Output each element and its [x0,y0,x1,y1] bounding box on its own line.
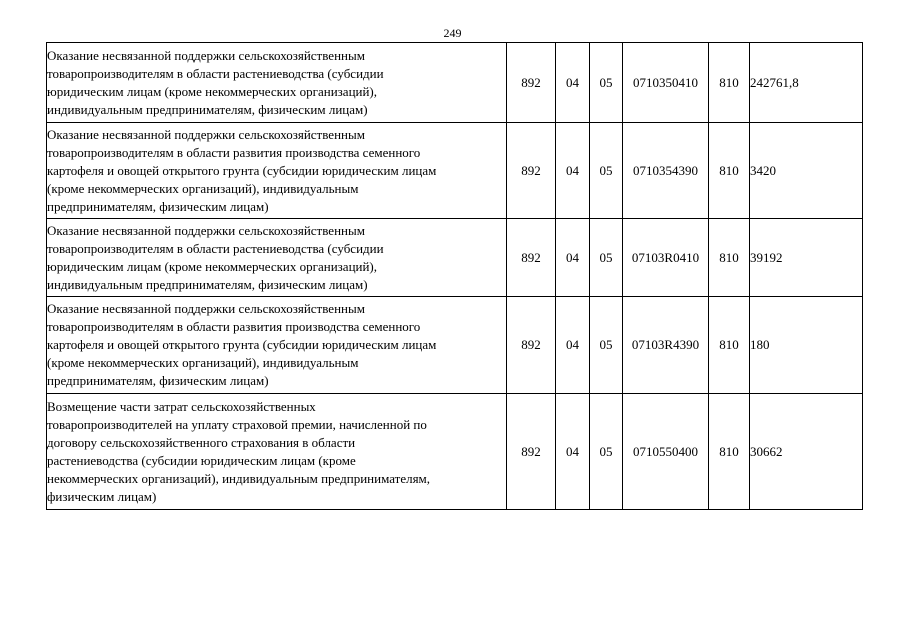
table-row [47,43,863,123]
table-row [47,297,863,394]
ministry-code: 892 [507,43,556,123]
section-code: 04 [556,219,590,297]
section-code: 04 [556,43,590,123]
section-code: 04 [556,123,590,219]
ministry-code: 892 [507,394,556,510]
section-code: 04 [556,297,590,394]
table-row [47,123,863,219]
amount-value: 30662 [750,394,863,510]
expense-type-code: 810 [709,43,750,123]
row-description: Оказание несвязанной поддержки сельскохозяйственным товаропроизводителям в области растениеводства (субсидии юридическим лицам (кроме некоммерческих организаций), индивидуальным предпринимателям, физическим лицам) [47,43,507,123]
target-article-code: 0710354390 [623,123,709,219]
page-number: 249 [443,26,462,40]
ministry-code: 892 [507,297,556,394]
row-description: Возмещение части затрат сельскохозяйственных товаропроизводителей на уплату страховой премии, начисленной по договору сельскохозяйственного страхования в области растениеводства (субсидии юридическим лицам (кроме некоммерческих организаций), индивидуальным предпринимателям, физическим лицам) [47,394,507,510]
target-article-code: 07103R4390 [623,297,709,394]
target-article-code: 0710550400 [623,394,709,510]
subsection-code: 05 [590,43,623,123]
row-description: Оказание несвязанной поддержки сельскохозяйственным товаропроизводителям в области развития производства семенного картофеля и овощей открытого грунта (субсидии юридическим лицам (кроме некоммерческих организаций), индивидуальным предпринимателям, физическим лицам) [47,123,507,219]
table-row [47,219,863,297]
expense-type-code: 810 [709,219,750,297]
row-description: Оказание несвязанной поддержки сельскохозяйственным товаропроизводителям в области развития производства семенного картофеля и овощей открытого грунта (субсидии юридическим лицам (кроме некоммерческих организаций), индивидуальным предпринимателям, физическим лицам) [47,297,507,394]
budget-table [46,42,863,510]
subsection-code: 05 [590,219,623,297]
subsection-code: 05 [590,394,623,510]
subsection-code: 05 [590,297,623,394]
section-code: 04 [556,394,590,510]
ministry-code: 892 [507,123,556,219]
target-article-code: 0710350410 [623,43,709,123]
amount-value: 242761,8 [750,43,863,123]
expense-type-code: 810 [709,297,750,394]
amount-value: 180 [750,297,863,394]
ministry-code: 892 [507,219,556,297]
expense-type-code: 810 [709,123,750,219]
amount-value: 39192 [750,219,863,297]
subsection-code: 05 [590,123,623,219]
expense-type-code: 810 [709,394,750,510]
row-description: Оказание несвязанной поддержки сельскохозяйственным товаропроизводителям в области растениеводства (субсидии юридическим лицам (кроме некоммерческих организаций), индивидуальным предпринимателям, физическим лицам) [47,219,507,297]
amount-value: 3420 [750,123,863,219]
table-row [47,394,863,510]
target-article-code: 07103R0410 [623,219,709,297]
